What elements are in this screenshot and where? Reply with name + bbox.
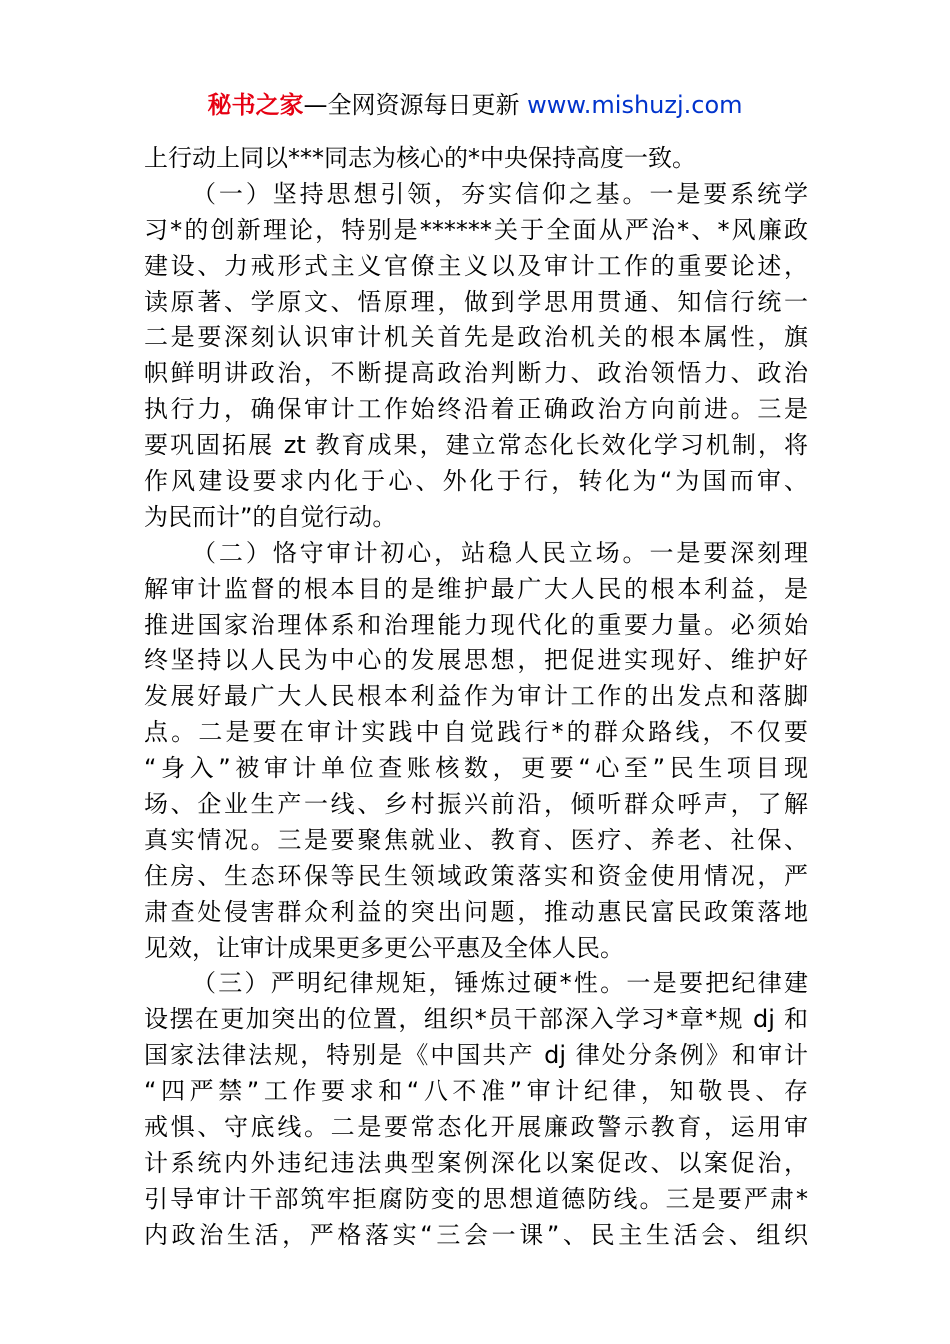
header-tagline: —全网资源每日更新 [303, 91, 528, 119]
text-line: 引导审计干部筑牢拒腐防变的思想道德防线。三是要严肃* [144, 1184, 808, 1213]
text-line: 终坚持以人民为中心的发展思想，把促进实现好、维护好 [144, 646, 808, 675]
text-line: （二）恪守审计初心，站稳人民立场。一是要深刻理 [192, 538, 808, 567]
site-url: www.mishuzj.com [527, 91, 743, 119]
text-line: 读原著、学原文、悟原理，做到学思用贯通、知信行统一 [144, 287, 808, 316]
text-line: 执行力，确保审计工作始终沿着正确政治方向前进。三是 [144, 395, 808, 424]
text-line: 发展好最广大人民根本利益作为审计工作的出发点和落脚 [144, 682, 808, 711]
text-line: 点。二是要在审计实践中自觉践行*的群众路线，不仅要 [144, 718, 808, 747]
text-line: 内政治生活，严格落实“三会一课”、民主生活会、组织 [144, 1220, 808, 1249]
text-line: 国家法律法规，特别是《中国共产 dj 律处分条例》和审计 [144, 1041, 808, 1070]
text-line: 二是要深刻认识审计机关首先是政治机关的根本属性，旗 [144, 323, 808, 352]
text-line: “四严禁”工作要求和“八不准”审计纪律，知敬畏、存 [144, 1077, 808, 1106]
text-line: （三）严明纪律规矩，锤炼过硬*性。一是要把纪律建 [192, 969, 808, 998]
text-line: 场、企业生产一线、乡村振兴前沿，倾听群众呼声，了解 [144, 790, 808, 819]
page-header [0, 88, 950, 122]
text-line: 上行动上同以***同志为核心的*中央保持高度一致。 [144, 144, 696, 172]
text-line: 帜鲜明讲政治，不断提高政治判断力、政治领悟力、政治 [144, 359, 808, 388]
text-line: 真实情况。三是要聚焦就业、教育、医疗、养老、社保、 [144, 825, 808, 854]
text-line: “身入”被审计单位查账核数，更要“心至”民生项目现 [144, 754, 808, 783]
text-line: 建设、力戒形式主义官僚主义以及审计工作的重要论述， [144, 251, 808, 280]
text-line: 习*的创新理论，特别是******关于全面从严治*、*风廉政 [144, 215, 808, 244]
text-line: 肃查处侵害群众利益的突出问题，推动惠民富民政策落地 [144, 897, 808, 926]
text-line: 为民而计”的自觉行动。 [144, 502, 397, 531]
text-line: 见效，让审计成果更多更公平惠及全体人民。 [144, 933, 624, 962]
brand-name: 秘书之家 [207, 91, 304, 119]
text-line: 推进国家治理体系和治理能力现代化的重要力量。必须始 [144, 610, 808, 639]
document-body [144, 141, 808, 1254]
text-line: 戒惧、守底线。二是要常态化开展廉政警示教育，运用审 [144, 1113, 808, 1142]
text-line: 解审计监督的根本目的是维护最广大人民的根本利益，是 [144, 574, 808, 603]
text-line: 计系统内外违纪违法典型案例深化以案促改、以案促治， [144, 1148, 808, 1177]
text-line: 作风建设要求内化于心、外化于行，转化为“为国而审、 [144, 467, 808, 496]
text-line: 要巩固拓展 zt 教育成果，建立常态化长效化学习机制，将 [144, 431, 808, 460]
text-line: （一）坚持思想引领，夯实信仰之基。一是要系统学 [192, 179, 808, 208]
text-line: 住房、生态环保等民生领域政策落实和资金使用情况，严 [144, 861, 808, 890]
text-line: 设摆在更加突出的位置，组织*员干部深入学习*章*规 dj 和 [144, 1005, 808, 1034]
